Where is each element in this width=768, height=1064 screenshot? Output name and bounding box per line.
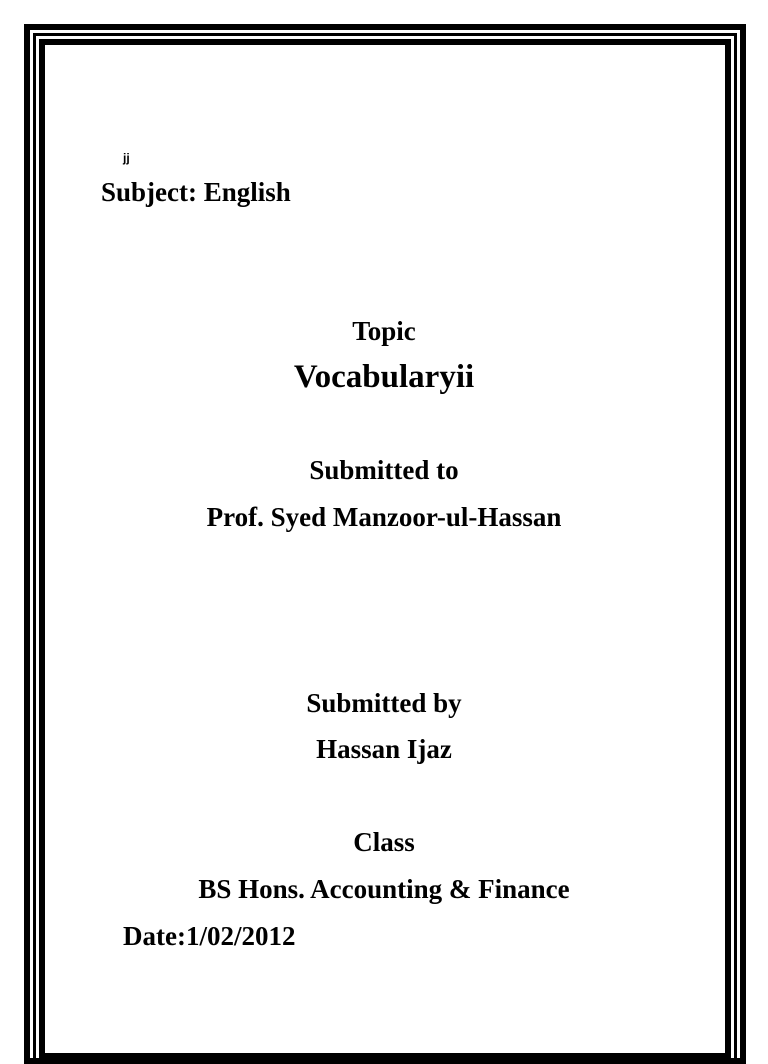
date-line: Date:1/02/2012: [123, 921, 296, 951]
submitted-by-label: Submitted by: [306, 688, 462, 718]
corner-note: jj: [123, 151, 130, 165]
class-label: Class: [353, 827, 415, 857]
subject-line: Subject: English: [101, 177, 291, 207]
submitted-to-label: Submitted to: [309, 455, 459, 485]
class-value: BS Hons. Accounting & Finance: [198, 874, 570, 904]
topic-label: Topic: [352, 316, 416, 346]
submitted-to-name: Prof. Syed Manzoor-ul-Hassan: [206, 502, 562, 532]
submitted-by-name: Hassan Ijaz: [316, 734, 452, 764]
topic-title: Vocabularyii: [293, 359, 475, 395]
